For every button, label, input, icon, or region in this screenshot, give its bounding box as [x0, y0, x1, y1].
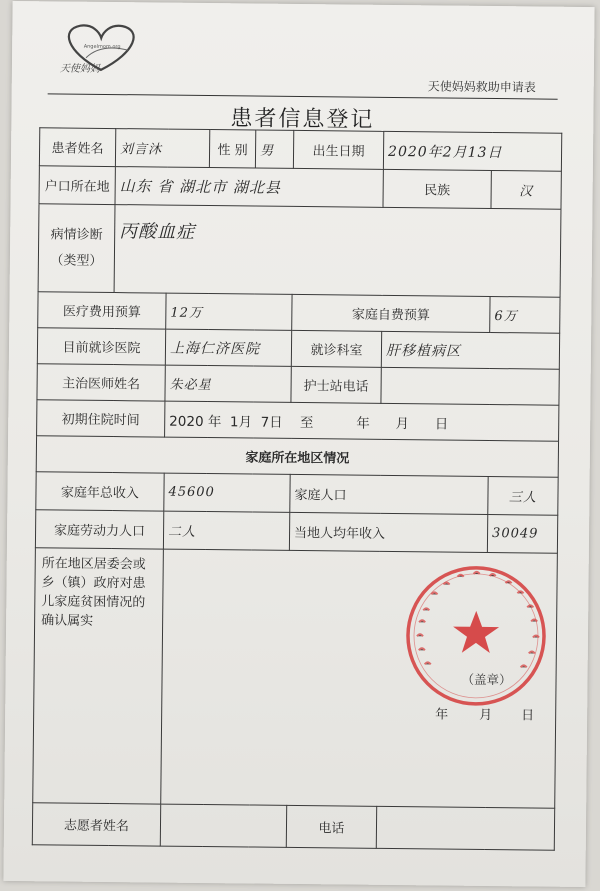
- birth-date-label: 出生日期: [293, 130, 383, 169]
- patient-name-label: 患者姓名: [39, 128, 115, 167]
- hukou-value[interactable]: 山东 省 湖北市 湖北县: [115, 167, 383, 208]
- family-section-title: 家庭所在地区情况: [36, 436, 558, 477]
- doctor-value[interactable]: 朱必星: [165, 365, 291, 402]
- stamp-note: （盖章）: [461, 671, 512, 688]
- volunteer-phone-label: 电话: [286, 805, 376, 848]
- members-label: 家庭人口: [290, 474, 488, 514]
- volunteer-name-value[interactable]: [160, 804, 286, 847]
- diagnosis-label: [38, 204, 115, 293]
- committee-label: 所在地区居委会或乡（镇）政府对患儿家庭贫困情况的确认属实: [33, 548, 164, 804]
- logo-text: 天使妈妈: [59, 63, 100, 75]
- logo-url-text: Angelmom.org: [83, 43, 121, 51]
- confirm-date-year: 年: [435, 707, 449, 723]
- per-capita-value[interactable]: 30049: [487, 514, 557, 553]
- per-capita-label: 当地人均年收入: [289, 512, 487, 552]
- volunteer-phone-value[interactable]: [376, 806, 554, 850]
- row-diagnosis: [38, 204, 561, 297]
- diagnosis-label-line2: （类型）: [50, 252, 103, 269]
- page-title: 患者信息登记: [230, 106, 375, 133]
- row-volunteer: [32, 803, 554, 850]
- row-income: [36, 472, 558, 515]
- official-seal-stamp: [400, 560, 552, 712]
- gender-label: 性 别: [209, 130, 255, 168]
- labor-value[interactable]: 二人: [163, 511, 289, 550]
- volunteer-name-label: 志愿者姓名: [32, 803, 160, 846]
- confirm-date-month: 月: [479, 707, 493, 724]
- birth-date-value[interactable]: 2020年2月13日: [383, 131, 561, 171]
- doctor-label: 主治医师姓名: [37, 364, 165, 401]
- admission-value[interactable]: 2020 年 1月 7日 至 年 月 日: [165, 401, 559, 441]
- income-value[interactable]: 45600: [164, 473, 290, 512]
- form-page: [3, 1, 594, 887]
- hukou-label: 户口所在地: [39, 166, 115, 205]
- diagnosis-value[interactable]: 丙酸血症: [114, 205, 561, 298]
- labor-label: 家庭劳动力人口: [35, 510, 163, 549]
- department-value[interactable]: 肝移植病区: [381, 331, 559, 369]
- row-labor: [35, 510, 557, 553]
- row-budget: [38, 292, 560, 333]
- self-budget-value[interactable]: 6万: [490, 296, 560, 333]
- diagnosis-label-line1: 病情诊断: [50, 226, 103, 243]
- gender-value[interactable]: 男: [255, 130, 293, 168]
- row-patient-basic: [39, 128, 561, 171]
- self-budget-label: 家庭自费预算: [292, 294, 490, 332]
- ethnicity-value[interactable]: 汉: [491, 170, 561, 209]
- medical-budget-label: 医疗费用预算: [38, 292, 166, 329]
- registration-table: [32, 127, 563, 850]
- hospital-value[interactable]: 上海仁济医院: [165, 329, 291, 366]
- admission-label: 初期住院时间: [37, 400, 165, 437]
- department-label: 就诊科室: [291, 330, 381, 367]
- form-name: 天使妈妈救助申请表: [427, 79, 536, 95]
- row-hospital: [37, 328, 559, 369]
- hospital-label: 目前就诊医院: [37, 328, 165, 365]
- row-family-section: [36, 436, 558, 477]
- row-admission: [37, 400, 559, 441]
- income-label: 家庭年总收入: [36, 472, 164, 511]
- confirm-date-day: 日: [521, 708, 535, 724]
- nurse-phone-label: 护士站电话: [291, 366, 381, 403]
- patient-name-value[interactable]: 刘言沐: [115, 129, 209, 168]
- medical-budget-value[interactable]: 12万: [166, 293, 292, 330]
- ethnicity-label: 民族: [383, 169, 491, 208]
- members-value[interactable]: 三人: [488, 476, 558, 515]
- row-doctor: [37, 364, 559, 405]
- nurse-phone-value[interactable]: [381, 367, 559, 405]
- row-hukou: [39, 166, 561, 209]
